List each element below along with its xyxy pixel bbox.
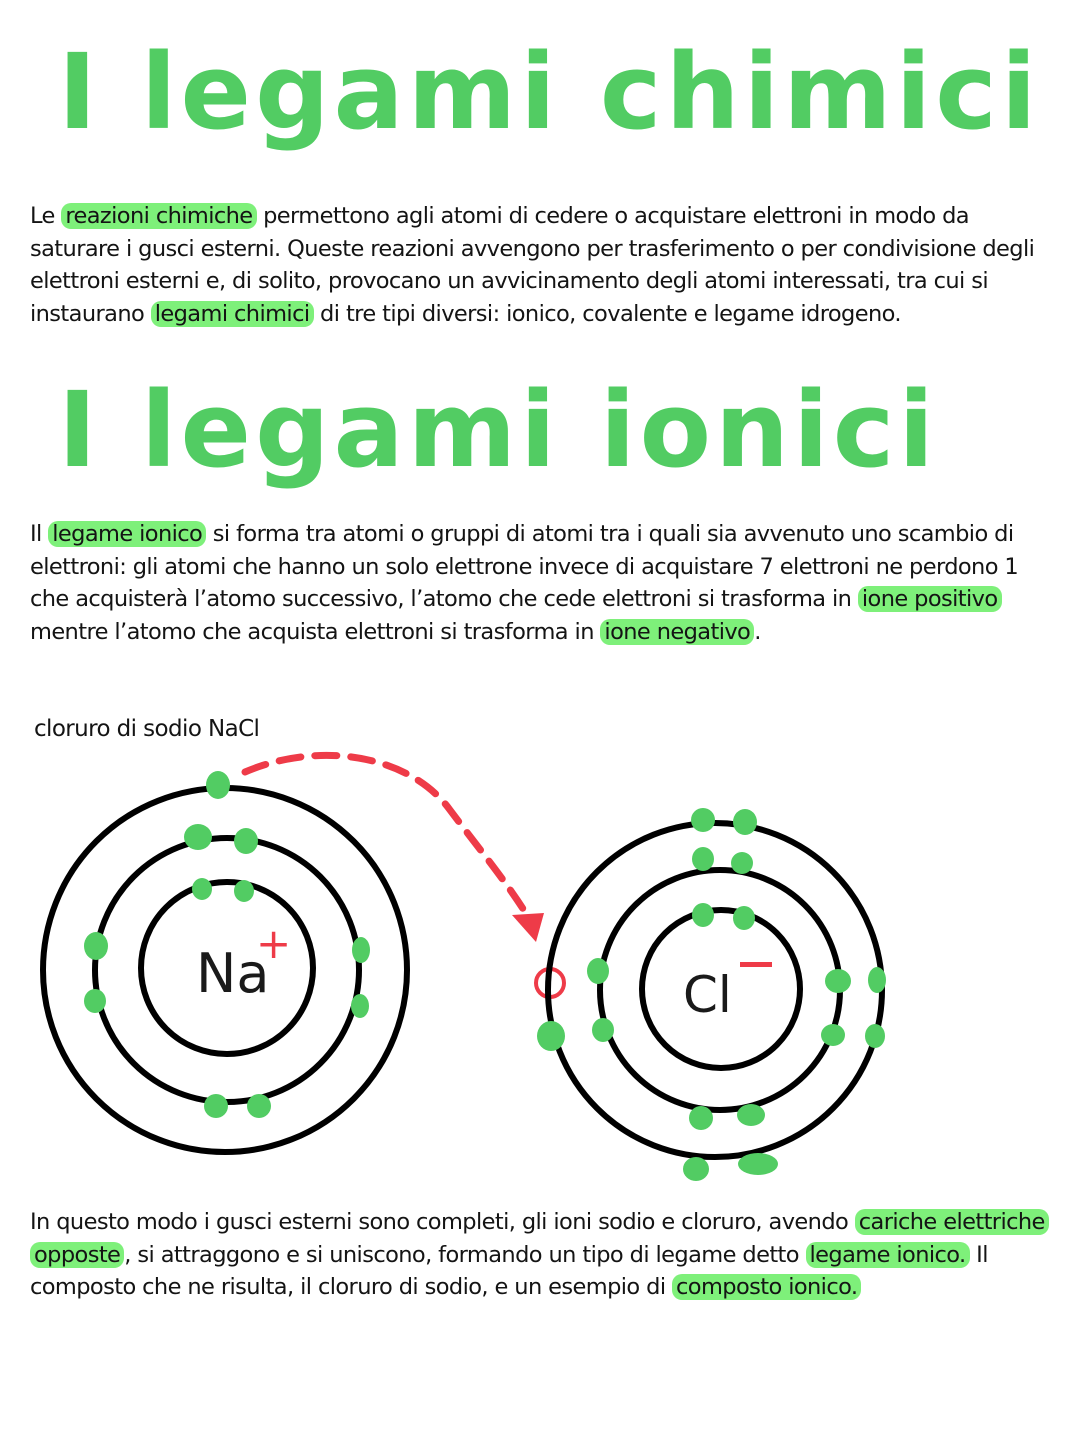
highlight-reazioni-chimiche: reazioni chimiche xyxy=(61,203,256,229)
cl-symbol: Cl xyxy=(683,966,732,1024)
highlight-ione-positivo: ione positivo xyxy=(858,586,1002,612)
na-symbol: Na xyxy=(196,942,270,1005)
cl-charge-minus xyxy=(740,962,772,967)
paragraph-legami-chimici xyxy=(30,200,1050,330)
text-segment: In questo modo i gusci esterni sono completi, gli ioni sodio e cloruro, avendo xyxy=(30,1209,855,1235)
arrow-head-icon xyxy=(512,913,544,942)
nacl-bohr-diagram xyxy=(0,740,1080,1200)
paragraph-conclusione xyxy=(30,1206,1050,1304)
highlight-cariche-opposte: cariche elettriche opposte xyxy=(30,1209,1049,1268)
text-segment: mentre l’atomo che acquista elettroni si trasforma in xyxy=(30,618,601,645)
diagram-caption: cloruro di sodio NaCl xyxy=(34,716,260,742)
highlight-composto-ionico: composto ionico. xyxy=(672,1274,861,1300)
highlight-legami-chimici: legami chimici xyxy=(151,301,314,327)
highlight-legame-ionico: legame ionico. xyxy=(806,1242,970,1268)
text-segment: . xyxy=(754,618,761,645)
na-charge-plus: + xyxy=(256,919,292,968)
chlorine-atom xyxy=(537,808,886,1181)
text-segment: Il xyxy=(30,521,49,547)
text-segment: , si attraggono e si uniscono, formando un tipo di legame detto xyxy=(124,1241,806,1268)
sodium-atom xyxy=(43,771,407,1152)
highlight-legame-ionico: legame ionico xyxy=(48,521,206,547)
text-segment: si forma tra atomi o gruppi di atomi tra i quali sia avvenuto uno scambio di elettroni: gli atomi che hanno un solo elettrone invece di acquistare 7 elettroni ne perdono 1 che acquisterà l’atomo successivo, l’atomo che cede elettroni si trasforma in xyxy=(30,521,1019,612)
title-legami-chimici: I legami chimici xyxy=(58,31,1041,153)
highlight-ione-negativo: ione negativo xyxy=(600,619,754,645)
text-segment: Le xyxy=(30,203,62,229)
title-legami-ionici: I legami ionici xyxy=(58,369,939,491)
paragraph-legami-ionici xyxy=(30,518,1050,648)
text-segment: permettono agli atomi di cedere o acquistare elettroni in modo da saturare i gusci esterni. Queste reazioni avvengono per trasferimento o per condivisione degli elettroni esterni e, di solito, provocano un avvicinamento degli atomi interessati, tra cui si instaurano xyxy=(30,203,1035,327)
text-segment: di tre tipi diversi: ionico, covalente e legame idrogeno. xyxy=(313,300,901,327)
text-segment: Il composto che ne risulta, il cloruro di sodio, e un esempio di xyxy=(30,1241,988,1300)
